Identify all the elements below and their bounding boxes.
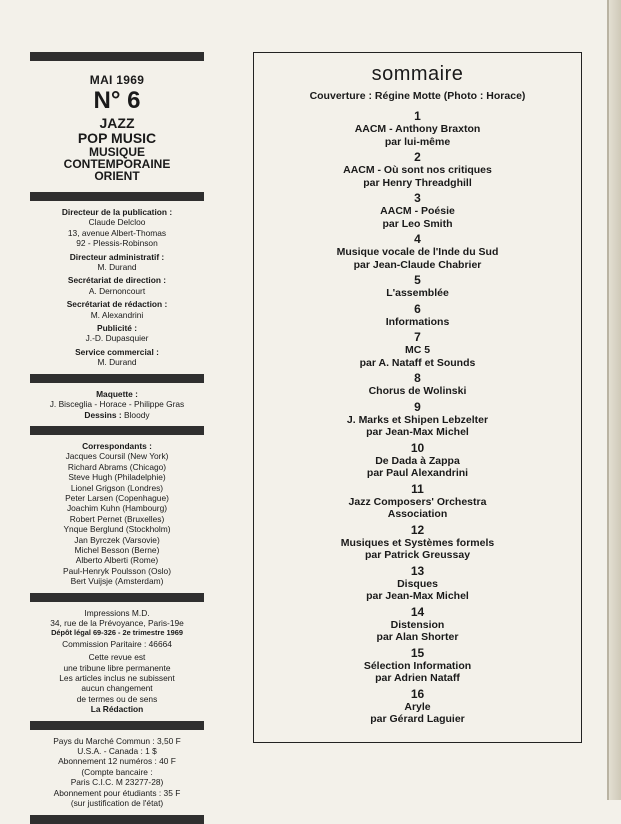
toc-entry — [254, 151, 581, 189]
staff-line: M. Alexandrini — [90, 309, 144, 320]
printer-name: Impressions M.D. — [84, 607, 150, 618]
divider-bar — [30, 52, 204, 61]
staff-role: Directeur de la publication : — [61, 207, 173, 217]
toc-entry-title: MC 5 — [404, 344, 431, 356]
toc-entry-subtitle: par A. Nataff et Sounds — [359, 356, 476, 369]
toc-entry-number: 1 — [414, 109, 421, 123]
toc-entry-subtitle: par Leo Smith — [382, 217, 453, 230]
toc-entries — [254, 110, 581, 726]
toc-entry-title: Chorus de Wolinski — [368, 385, 467, 397]
correspondants-block — [30, 435, 204, 593]
pricing-line: (sur justification de l'état) — [70, 798, 164, 809]
page-edge — [607, 0, 621, 800]
toc-entry — [254, 303, 581, 329]
toc-entry-subtitle: par lui-même — [384, 135, 451, 148]
correspondants-role: Correspondants : — [82, 440, 152, 451]
disclaimer-line: Les articles inclus ne subissent — [59, 673, 175, 684]
printer-block — [30, 602, 204, 721]
toc-entry — [254, 110, 581, 148]
genre-pop-music: POP MUSIC — [77, 130, 157, 146]
toc-entry-subtitle: par Adrien Nataff — [375, 672, 460, 684]
depot-legal: Dépôt légal 69-326 - 2e trimestre 1969 — [51, 628, 183, 638]
genre-musique: MUSIQUE — [88, 145, 145, 159]
toc-entry-number: 2 — [414, 150, 421, 164]
dessins-role: Dessins : — [84, 409, 122, 420]
toc-entry — [254, 565, 581, 603]
correspondant: Jan Byrczek (Varsovie) — [74, 534, 160, 545]
divider-bar — [30, 815, 204, 824]
divider-bar — [30, 374, 204, 383]
toc-entry-subtitle: par Jean-Claude Chabrier — [353, 258, 482, 271]
toc-entry-subtitle: par Gérard Laguier — [370, 713, 465, 725]
staff-line: M. Durand — [97, 262, 137, 273]
toc-entry-number: 7 — [414, 330, 421, 344]
pricing-line: U.S.A. - Canada : 1 $ — [77, 746, 157, 757]
toc-entry-title: De Dada à Zappa — [375, 454, 460, 467]
toc-entry-subtitle: par Patrick Greussay — [364, 549, 471, 561]
redaction-signature: La Rédaction — [90, 704, 144, 715]
toc-entry-title: Sélection Information — [363, 659, 472, 672]
pricing-line: Pays du Marché Commun : 3,50 F — [53, 735, 181, 746]
toc-entry-title: AACM - Où sont nos critiques — [343, 164, 492, 176]
issue-number: N° 6 — [93, 87, 141, 114]
pricing-block — [30, 730, 204, 815]
credits-column — [30, 52, 204, 824]
toc-entry-number: 11 — [411, 481, 424, 496]
staff-block — [30, 201, 204, 374]
divider-bar — [30, 593, 204, 602]
disclaimer-line: une tribune libre permanente — [63, 662, 171, 673]
correspondant: Jacques Coursil (New York) — [65, 451, 169, 462]
maquette-block — [30, 383, 204, 426]
correspondant: Peter Larsen (Copenhague) — [65, 492, 169, 503]
printer-address: 34, rue de la Prévoyance, Paris-19e — [50, 618, 184, 628]
toc-entry — [254, 524, 581, 562]
toc-entry-number: 13 — [410, 563, 425, 578]
toc-entry-number: 15 — [410, 645, 425, 660]
divider-bar — [30, 721, 204, 730]
divider-bar — [30, 192, 204, 201]
correspondant: Ynque Berglund (Stockholm) — [63, 524, 171, 535]
toc-entry-title: AACM - Poésie — [380, 205, 455, 217]
page-edge-shadow — [607, 0, 609, 800]
correspondant: Robert Pernet (Bruxelles) — [69, 513, 165, 524]
masthead — [30, 61, 204, 192]
toc-entry-title: Disques — [397, 577, 438, 590]
pricing-line: (Compte bancaire : — [81, 766, 153, 777]
toc-entry-number: 14 — [410, 604, 425, 619]
toc-entry-subtitle: par Alan Shorter — [376, 631, 459, 643]
toc-entry-title: Informations — [385, 315, 450, 328]
genre-jazz: JAZZ — [99, 115, 135, 131]
staff-role: Service commercial : — [75, 346, 159, 357]
toc-entry-subtitle: par Henry Threadghill — [363, 176, 472, 189]
toc-title: sommaire — [371, 63, 464, 85]
toc-entry — [254, 606, 581, 644]
correspondant: Steve Hugh (Philadelphie) — [68, 472, 166, 483]
toc-entry-title: AACM - Anthony Braxton — [354, 123, 481, 135]
pricing-line: Abonnement 12 numéros : 40 F — [58, 756, 176, 767]
staff-line: 92 - Plessis-Robinson — [76, 238, 158, 249]
staff-role: Publicité : — [96, 323, 138, 334]
toc-entry-title: Musique vocale de l'Inde du Sud — [336, 246, 499, 258]
staff-line: J.-D. Dupasquier — [85, 333, 149, 344]
correspondant: Richard Abrams (Chicago) — [67, 461, 167, 472]
genre-orient: ORIENT — [94, 169, 140, 183]
correspondant: Joachim Kuhn (Hambourg) — [66, 503, 168, 514]
toc-entry — [254, 483, 581, 521]
toc-entry-title: J. Marks et Shipen Lebzelter — [346, 413, 489, 426]
toc-entry-subtitle: par Jean-Max Michel — [366, 590, 469, 602]
correspondant: Michel Besson (Berne) — [74, 544, 160, 555]
pricing-line: Abonnement pour étudiants : 35 F — [53, 787, 181, 798]
disclaimer-line: Cette revue est — [88, 652, 146, 663]
correspondant: Bert Vuijsje (Amsterdam) — [70, 576, 164, 587]
correspondant: Alberto Alberti (Rome) — [75, 555, 159, 566]
toc-entry-subtitle: par Paul Alexandrini — [366, 467, 469, 479]
toc-entry-title: Distension — [390, 618, 445, 631]
toc-entry-number: 9 — [414, 399, 421, 414]
table-of-contents — [253, 52, 582, 743]
toc-entry-number: 3 — [414, 191, 421, 205]
correspondant: Paul-Henryk Poulsson (Oslo) — [63, 565, 171, 576]
toc-entry-number: 4 — [414, 232, 421, 246]
correspondant: Lionel Grigson (Londres) — [70, 482, 164, 493]
toc-entry-title: Aryle — [404, 700, 431, 713]
maquette-names: J. Bisceglia - Horace - Philippe Gras — [49, 399, 185, 410]
toc-entry — [254, 233, 581, 271]
toc-entry-number: 8 — [414, 371, 421, 385]
toc-entry — [254, 401, 581, 439]
toc-entry-title: Musiques et Systèmes formels — [340, 536, 495, 549]
toc-entry — [254, 372, 581, 398]
genre-contemporaine: CONTEMPORAINE — [63, 157, 171, 171]
toc-entry — [254, 647, 581, 685]
staff-role: Secrétariat de direction : — [67, 275, 167, 286]
toc-entry-title: L'assemblée — [386, 287, 449, 299]
toc-entry-title: Jazz Composers' Orchestra — [348, 495, 487, 508]
cover-credit: Couverture : Régine Motte (Photo : Horace) — [309, 90, 526, 102]
toc-entry — [254, 442, 581, 480]
staff-line: M. Durand — [97, 357, 137, 368]
commission-paritaire: Commission Paritaire : 46664 — [62, 638, 172, 649]
staff-line: 13, avenue Albert-Thomas — [67, 227, 167, 238]
dessins-name: Bloody — [123, 409, 150, 420]
toc-entry — [254, 192, 581, 230]
toc-entry-number: 6 — [414, 301, 421, 316]
divider-bar — [30, 426, 204, 435]
toc-entry-subtitle: par Jean-Max Michel — [366, 426, 469, 438]
toc-entry — [254, 274, 581, 300]
toc-entry-number: 12 — [410, 522, 425, 537]
pricing-line: Paris C.I.C. M 23277-28) — [70, 777, 164, 788]
toc-entry-number: 16 — [410, 686, 425, 701]
maquette-role: Maquette : — [96, 388, 138, 399]
staff-role: Directeur administratif : — [69, 251, 165, 262]
disclaimer-line: aucun changement — [81, 683, 153, 694]
toc-entry-number: 5 — [414, 273, 421, 287]
staff-role: Secrétariat de rédaction : — [66, 299, 168, 310]
toc-entry-number: 10 — [410, 440, 425, 455]
issue-date: MAI 1969 — [89, 73, 145, 87]
toc-entry-subtitle: Association — [387, 508, 448, 520]
disclaimer-line: de termes ou de sens — [76, 693, 158, 704]
staff-line: A. Dernoncourt — [88, 285, 146, 296]
toc-entry — [254, 688, 581, 726]
toc-entry — [254, 331, 581, 369]
staff-line: Claude Delcloo — [88, 217, 146, 228]
